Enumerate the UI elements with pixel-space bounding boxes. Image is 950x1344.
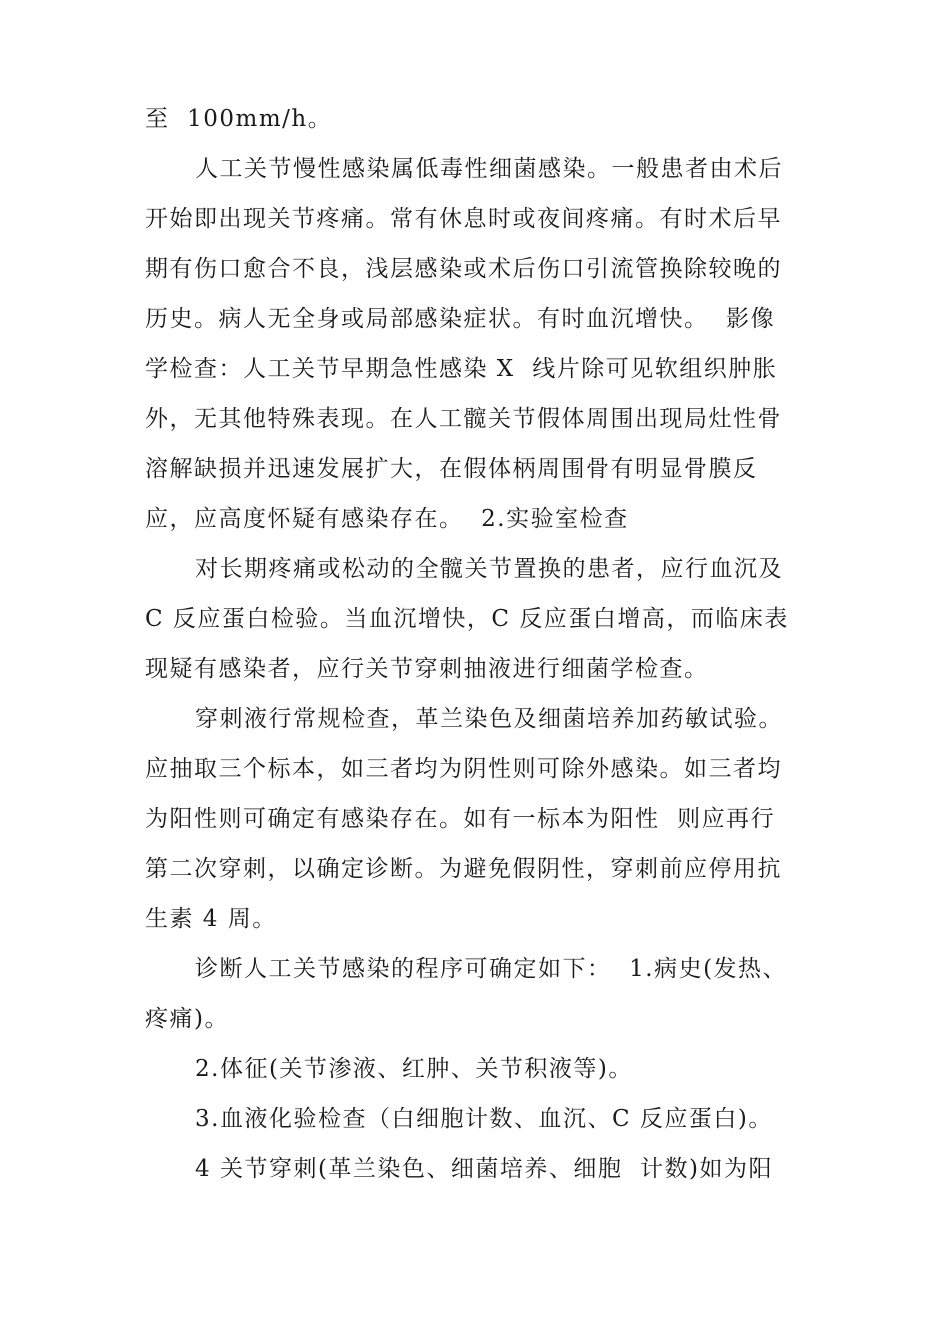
text-line: 至 100mm/h。 — [145, 106, 333, 132]
text-line: 第二次穿刺，以确定诊断。为避免假阴性，穿刺前应停用抗 — [145, 856, 782, 882]
text-line: 历史。病人无全身或局部感染症状。有时血沉增快。 影像 — [145, 306, 776, 332]
list-item: 2.体征(关节渗液、红肿、关节积液等)。 — [195, 1056, 633, 1082]
text-line: 外，无其他特殊表现。在人工髋关节假体周围出现局灶性骨 — [145, 406, 782, 432]
paragraph-line: 人工关节慢性感染属低毒性细菌感染。一般患者由术后 — [195, 156, 783, 182]
text-line: 生素 4 周。 — [145, 906, 277, 932]
list-item: 4 关节穿刺(革兰染色、细菌培养、细胞 计数)如为阳 — [195, 1156, 774, 1182]
paragraph-line: 对长期疼痛或松动的全髋关节置换的患者，应行血沉及 — [195, 556, 783, 582]
paragraph-line: 诊断人工关节感染的程序可确定如下： 1.病史(发热、 — [195, 956, 788, 982]
text-line: 疼痛)。 — [145, 1006, 229, 1032]
text-line: 为阳性则可确定有感染存在。如有一标本为阳性 则应再行 — [145, 806, 776, 832]
text-line: 学检查：人工关节早期急性感染 X 线片除可见软组织肿胀 — [145, 356, 778, 382]
text-line: 应抽取三个标本，如三者均为阴性则可除外感染。如三者均 — [145, 756, 782, 782]
text-line: 期有伤口愈合不良，浅层感染或术后伤口引流管换除较晚的 — [145, 256, 782, 282]
text-line: 开始即出现关节疼痛。常有休息时或夜间疼痛。有时术后早 — [145, 206, 782, 232]
text-line: 现疑有感染者，应行关节穿刺抽液进行细菌学检查。 — [145, 656, 709, 682]
list-item: 3.血液化验检查（白细胞计数、血沉、C 反应蛋白)。 — [195, 1106, 773, 1132]
text-line: 应，应高度怀疑有感染存在。 2.实验室检查 — [145, 506, 629, 532]
paragraph-line: 穿刺液行常规检查，革兰染色及细菌培养加药敏试验。 — [195, 706, 783, 732]
text-line: C 反应蛋白检验。当血沉增快，C 反应蛋白增高，而临床表 — [145, 606, 789, 632]
text-line: 溶解缺损并迅速发展扩大，在假体柄周围骨有明显骨膜反 — [145, 456, 758, 482]
